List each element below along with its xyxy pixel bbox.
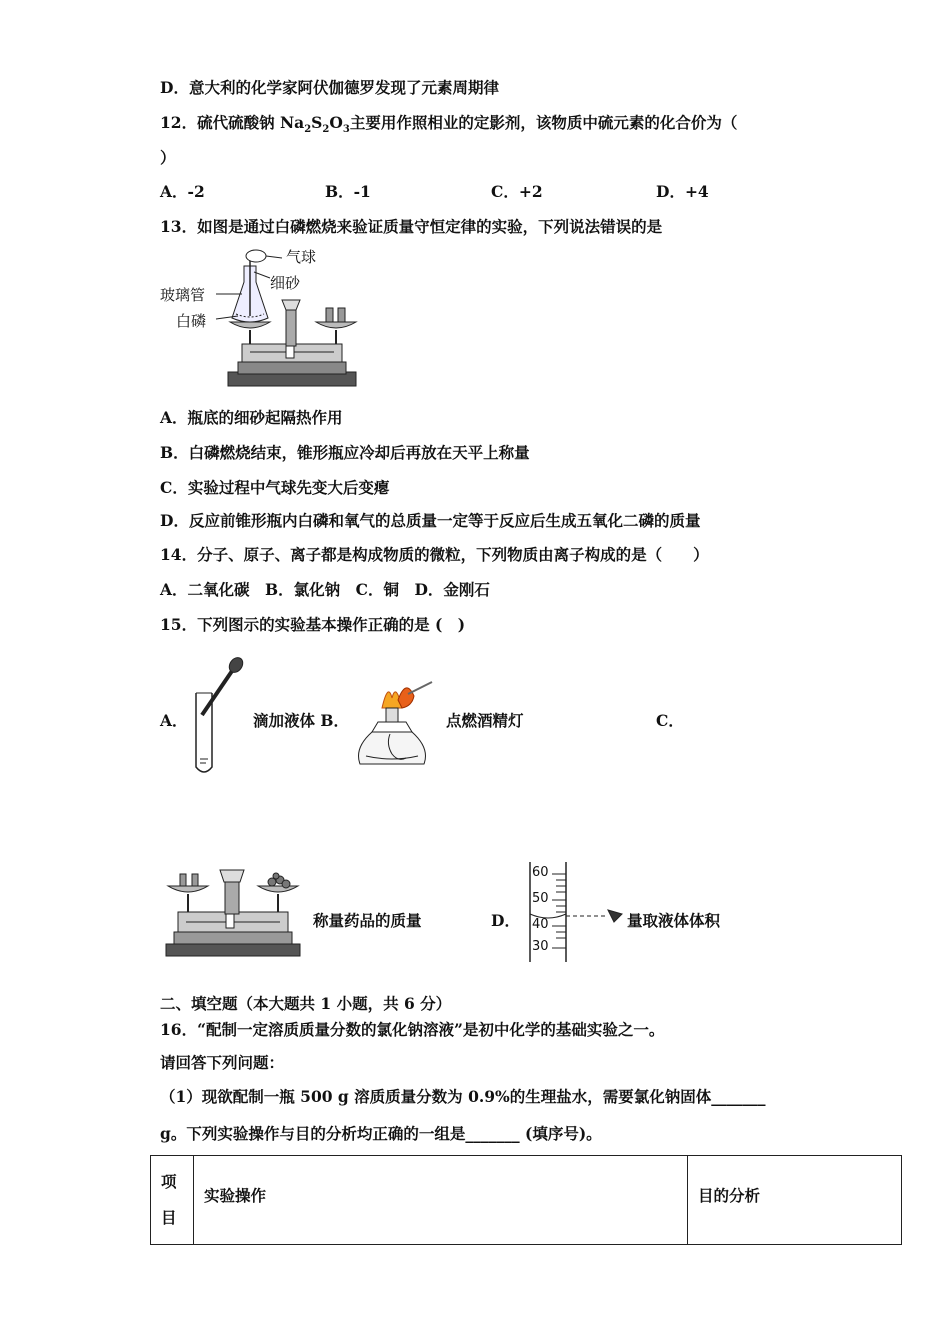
q16-part1: （1）现欲配制一瓶 500 g 溶质质量分数为 0.9%的生理盐水，需要氯化钠固体_______: [160, 1087, 766, 1106]
q15-option-b-text: 点燃酒精灯: [446, 711, 524, 730]
q15-option-c-text: 称量药品的质量: [313, 911, 422, 930]
q15-option-d-text: 量取液体体积: [627, 911, 721, 930]
q13-stem: 13．如图是通过白磷燃烧来验证质量守恒定律的实验，下列说法错误的是: [160, 217, 663, 236]
balance-weighing-figure: [162, 868, 304, 958]
table-header-row: [151, 1156, 902, 1245]
q13-option-a: A．瓶底的细砂起隔热作用: [160, 408, 343, 427]
dropper-test-tube-icon: [188, 655, 248, 779]
tick-50: 50: [532, 891, 549, 906]
q14-stem: 14．分子、原子、离子都是构成物质的微粒，下列物质由离子构成的是（ ）: [160, 545, 709, 564]
q15-option-a-text: 滴加液体 B．: [253, 711, 349, 730]
q12-stem-close: ）: [160, 148, 176, 167]
q13-option-d: D．反应前锥形瓶内白磷和氧气的总质量一定等于反应后生成五氧化二磷的质量: [160, 511, 701, 530]
balance-icon: [162, 868, 304, 958]
q12-option-d: D．+4: [656, 182, 709, 201]
label-balloon: 气球: [286, 248, 317, 266]
q13-option-c: C．实验过程中气球先变大后变瘪: [160, 478, 390, 497]
q12-stem-part: 主要用作照相业的定影剂，该物质中硫元素的化合价为（: [349, 113, 738, 132]
alcohol-lamp-icon: [352, 678, 434, 774]
q12-option-b: B．-1: [325, 182, 371, 201]
q15-option-a-letter: A．: [160, 711, 188, 730]
q15-option-d-letter: D．: [491, 911, 520, 930]
q15-stem: 15．下列图示的实验基本操作正确的是 ( ): [160, 615, 466, 634]
header-item-number: 项 目: [151, 1156, 194, 1245]
label-white-phosphorus: 白磷: [176, 312, 207, 330]
section-2-title: 二、填空题（本大题共 1 小题，共 6 分）: [160, 994, 452, 1013]
q16-table: [150, 1155, 902, 1245]
tick-40: 40: [532, 917, 549, 932]
q12-option-a: A．-2: [160, 182, 205, 201]
q11-option-d: D．意大利的化学家阿伏伽德罗发现了元素周期律: [160, 78, 499, 97]
graduated-cylinder-figure: [528, 862, 626, 962]
subscript: 3: [342, 124, 350, 136]
tick-60: 60: [532, 865, 549, 880]
header-operation: 实验操作: [194, 1156, 688, 1245]
subscript: 2: [304, 124, 312, 136]
header-purpose: 目的分析: [688, 1156, 902, 1245]
q16-part1-cont: g。下列实验操作与目的分析均正确的一组是_______ (填序号)。: [160, 1124, 602, 1143]
q14-options: A．二氧化碳 B．氯化钠 C．铜 D．金刚石: [160, 580, 490, 599]
q16-stem: 16．“配制一定溶质质量分数的氯化钠溶液”是初中化学的基础实验之一。: [160, 1020, 665, 1039]
subscript: 2: [322, 124, 330, 136]
q13-option-b: B．白磷燃烧结束，锥形瓶应冷却后再放在天平上称量: [160, 443, 530, 462]
alcohol-lamp-figure: [352, 678, 434, 774]
q12-stem: [160, 113, 737, 140]
q12-stem-part: 12．硫代硫酸钠 Na: [160, 113, 305, 132]
q12-option-c: C．+2: [491, 182, 543, 201]
q13-apparatus-figure: [158, 244, 368, 392]
label-glass-tube: 玻璃管: [160, 286, 206, 304]
tick-30: 30: [532, 939, 549, 954]
label-sand: 细砂: [270, 274, 301, 292]
dropper-figure: [188, 655, 248, 779]
q12-stem-part: O: [329, 113, 343, 132]
q16-prompt: 请回答下列问题：: [160, 1053, 285, 1072]
q15-option-c-letter: C．: [656, 711, 684, 730]
q12-stem-part: S: [311, 113, 323, 132]
